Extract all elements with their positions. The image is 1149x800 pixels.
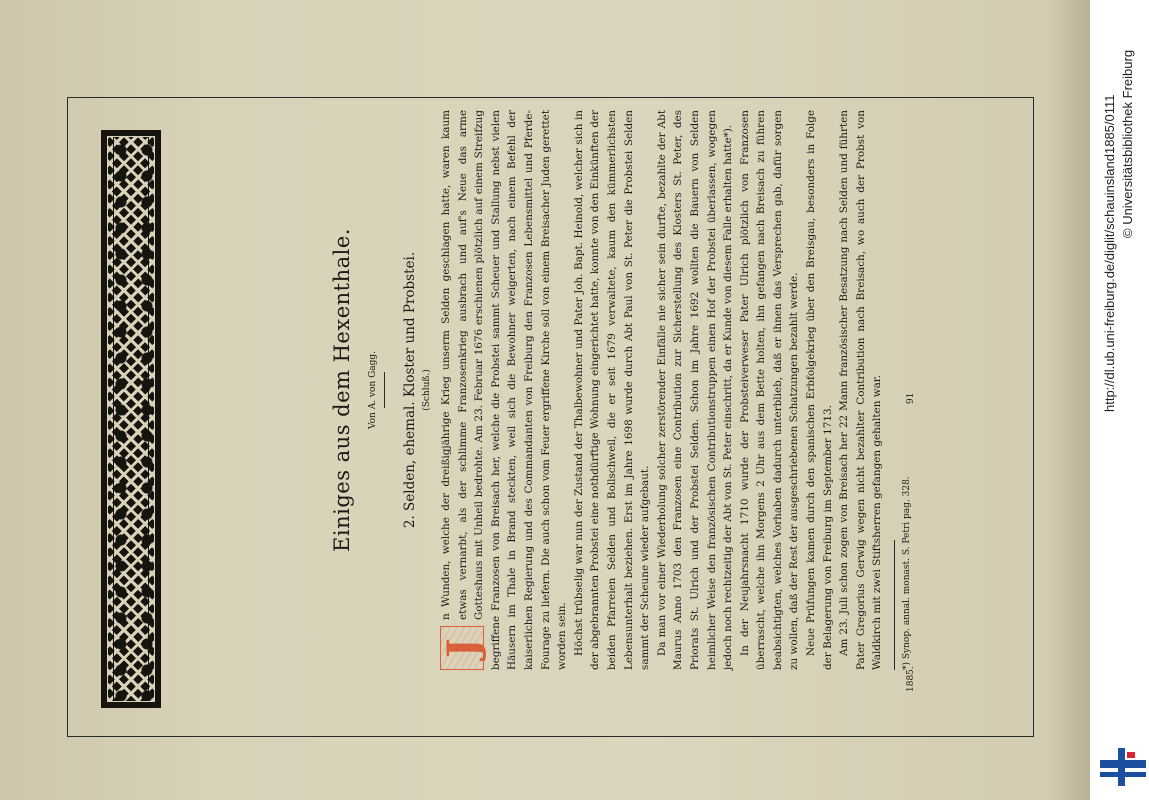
footnote-rule — [894, 540, 895, 670]
library-sidebar — [1090, 0, 1149, 800]
paragraph: In der Neujahrsnacht 1710 wurde der Probsteiverweser Pater Ulrich plötzlich von Franzosen überrascht, welche ihn Morgens 2 Uhr aus dem Bette holten, ihn gefangen nach Breisach zu führen beabsichtigten, welches Vorhaben dadurch unterblieb, daß er ihnen das Versprechen gab, dafür sorgen zu wollen, daß der Rest der ausgeschriebenen Schatzungen bezahlt werde. — [738, 110, 801, 670]
section-heading: 2. Selden, ehemal. Kloster und Probstei. — [402, 251, 418, 529]
article-body — [438, 110, 916, 670]
page-number: 91 — [906, 392, 916, 404]
page-year: 1885. — [906, 666, 916, 692]
source-url[interactable]: http://dl.ub.uni-freiburg.de/diglit/schauinsland1885/0111 — [1102, 94, 1117, 412]
article-author: Von A. von Gagg. — [368, 350, 378, 430]
paragraph — [438, 110, 571, 670]
paragraph: Da man vor einer Wiederholung solcher zerstörender Einfälle nie sicher sein durfte, bezahlte der Abt Maurus Anno 1703 den Franzosen eine Contribution zur Sicherstellung des Klosters St. Peter, des Priorats St. Ulrich und der Probstei Selden. Schon im Jahre 1692 wollten die Bauern von Selden heimlicher Weise den französischen Contributionstruppen einen Hof der Probstei überlassen, wogegen jedoch noch rechtzeitig der Abt von St. Peter einschritt, da er Kunde von diesem Falle erhalten hatte*). — [655, 110, 735, 670]
footnote: *) Synop. annal. monast. S. Petri pag. 328. — [902, 476, 913, 670]
paragraph: Am 23. Juli schon zogen von Breisach her 22 Mann französischer Besatzung nach Selden und führten Pater Gregorius Gerwig wegen nicht bezahlter Contribution nach Breisach, wo auch der Probst von Waldkirch mit zwei Stiftsherren gefangen gehalten war. — [838, 110, 884, 670]
page-edge-shadow — [1050, 0, 1090, 800]
article-title: Einiges aus dem Hexenthale. — [330, 228, 354, 552]
paragraph-text: n Wunden, welche der dreißigjährige Krieg unserm Selden geschlagen hatte, waren kaum etwas vernarbt, als der schlimme Franzosenkrieg ausbrach und auf's Neue das arme Gotteshaus mit Unheil bedrohte. Am 23. Februar 1676 erschienen plötzlich auf einem Streifzug begriffene Franzosen von Breisach her, welche die Probstei sammt Scheuer und Stallung nebst vielen Häusern im Thale in Brand steckten, weil sich die Bewohner weigerten, nach einem Befehl der kaiserlichen Regierung und des Commandanten von Freiburg den Franzosen Lebensmittel und Pferde-Fourage zu liefern. Die auch schon vom Feuer ergriffene Kirche soll von einem Breisacher Juden gerettet worden sein. — [440, 110, 569, 670]
university-library-logo-icon — [1100, 748, 1146, 786]
paragraph: Höchst trübselig war nun der Zustand der Thalbewohner und Pater Joh. Bapt. Heinold, welcher sich in der abgebrannten Probstei eine nothdürftige Wohnung eingerichtet hatte, konnte von den Einkünften der beiden Pfarreien Selden und Bollschweil, die er seit 1679 verwaltete, kaum den kümmerlichsten Lebensunterhalt beziehen. Erst im Jahre 1698 wurde durch Abt Paul von St. Peter die Probstei Selden sammt der Scheune wieder aufgebaut. — [572, 110, 652, 670]
knotwork-pattern — [107, 136, 155, 702]
rotated-text-block — [330, 110, 916, 692]
decorated-initial: J — [440, 626, 484, 670]
conclusion-note: (Schluß.) — [422, 369, 432, 411]
copyright-notice: © Universitätsbibliothek Freiburg — [1120, 49, 1135, 238]
ornamental-knotwork-banner — [101, 130, 161, 708]
title-divider — [384, 372, 385, 408]
paragraph: Neue Prüfungen kamen durch den spanischen Erbfolgekrieg über den Breisgau, besonders in Folge der Belagerung von Freiburg im September 1713. — [805, 110, 834, 670]
